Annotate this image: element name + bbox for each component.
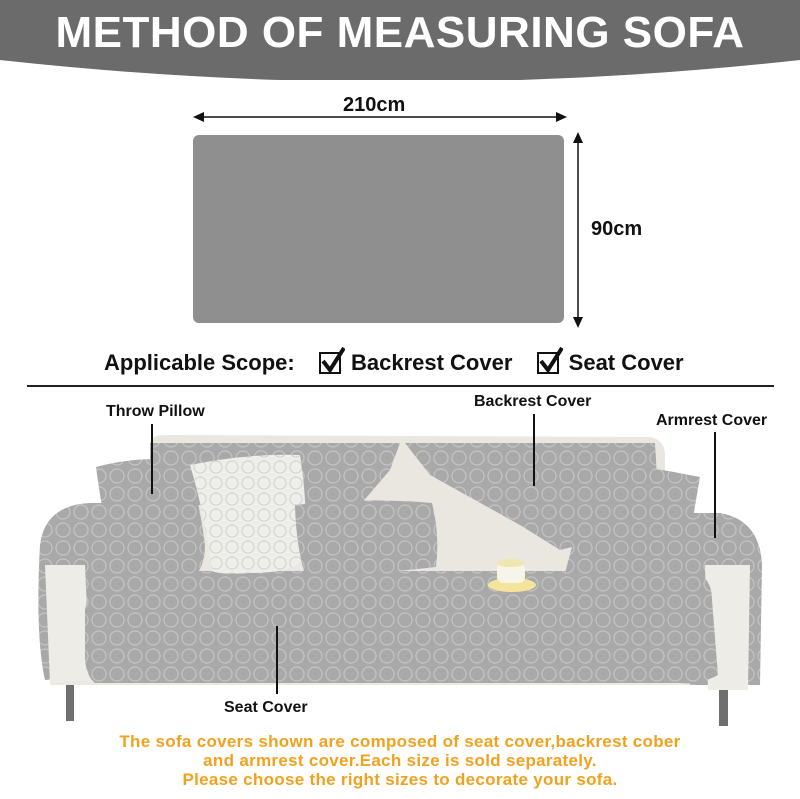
leader-seat-cover: [276, 626, 278, 694]
callout-seat-cover: Seat Cover: [224, 699, 308, 716]
width-label: 210cm: [343, 94, 406, 116]
scope-item-backrest: Backrest Cover: [350, 350, 513, 376]
section-divider: [27, 385, 774, 387]
checkbox-backrest-icon: [319, 352, 341, 374]
footer-line-3: Please choose the right sizes to decorate your sofa.: [182, 770, 618, 789]
callout-armrest-cover: Armrest Cover: [656, 412, 768, 429]
callout-backrest-cover: Backrest Cover: [474, 393, 592, 410]
scope-label: Applicable Scope:: [104, 350, 295, 376]
page-title: METHOD OF MEASURING SOFA: [55, 8, 745, 57]
sofa-illustration: [0, 395, 800, 735]
leader-throw-pillow: [151, 424, 153, 494]
footer-line-2: and armrest cover.Each size is sold separately.: [203, 751, 597, 770]
callout-throw-pillow: Throw Pillow: [106, 403, 205, 420]
sofa-size-rectangle: [193, 135, 564, 323]
applicable-scope: [104, 349, 684, 381]
leader-backrest-cover: [533, 414, 535, 486]
checkbox-seat-icon: [537, 352, 559, 374]
footer-line-1: The sofa covers shown are composed of seat cover,backrest cober: [119, 732, 681, 751]
leader-armrest-cover: [714, 432, 716, 538]
scope-item-seat: Seat Cover: [568, 350, 684, 376]
footer-note: [0, 732, 800, 789]
height-label: 90cm: [591, 218, 643, 240]
